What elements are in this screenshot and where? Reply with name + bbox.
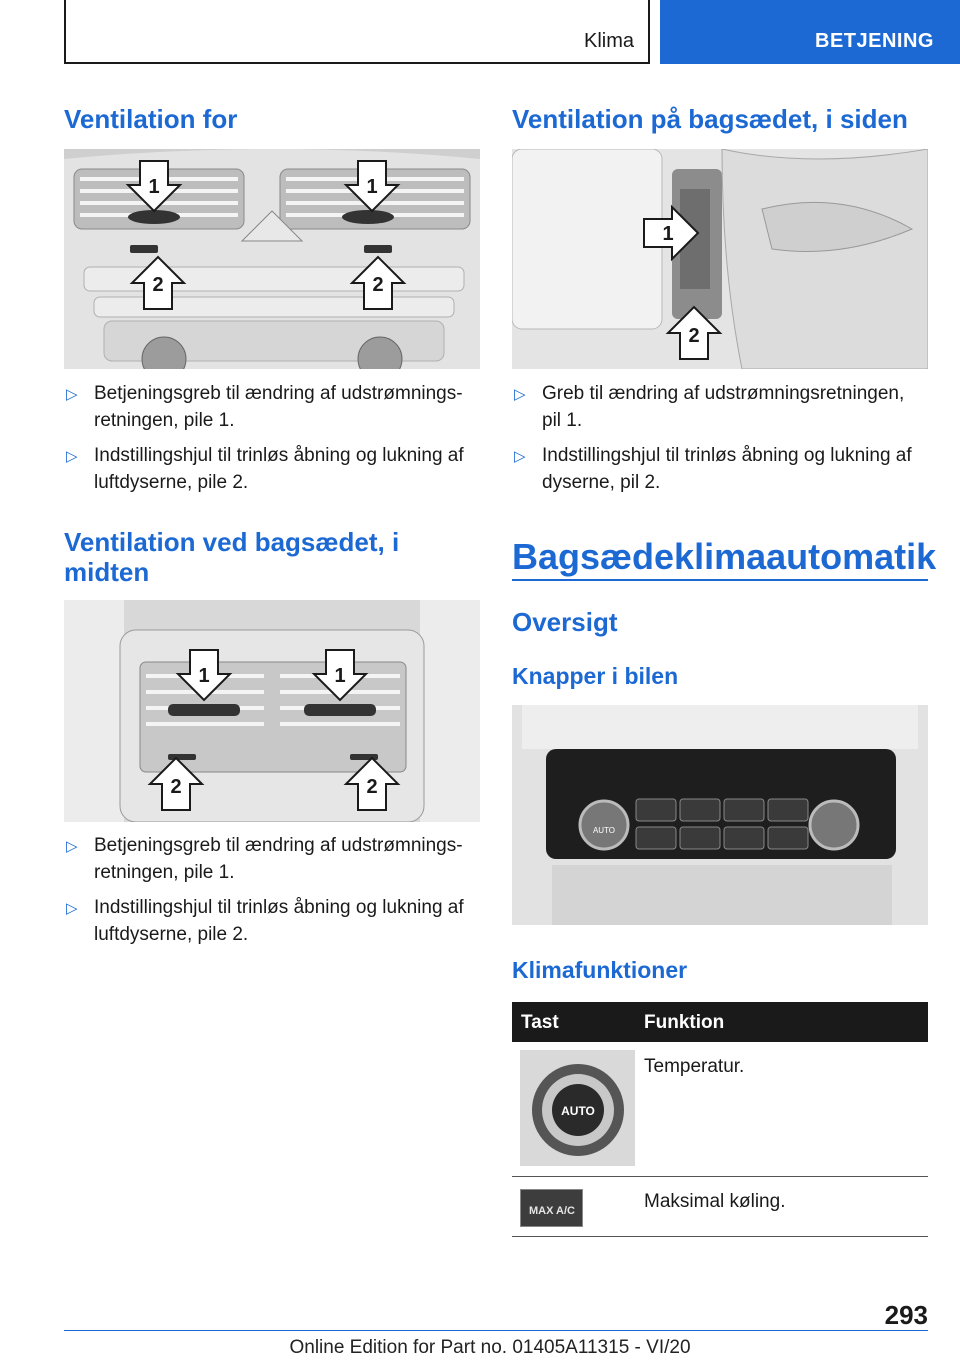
svg-text:1: 1 xyxy=(366,176,378,198)
max-ac-button-icon xyxy=(520,1189,583,1227)
list-item: ▷ Indstillingshjul til trinløs åbning og lukning af dyserne, pil 2. xyxy=(514,445,912,493)
climate-functions-table xyxy=(512,1002,928,1237)
front-vents-photo xyxy=(64,149,480,369)
svg-text:2: 2 xyxy=(152,274,164,296)
bullet-icon: ▷ xyxy=(66,900,78,917)
table-row xyxy=(512,1177,928,1237)
column-header-function: Funktion xyxy=(644,1012,725,1033)
rear-middle-ventilation-heading: Ventilation ved bagsædet, i midten xyxy=(64,527,400,587)
svg-text:2: 2 xyxy=(170,776,182,798)
svg-text:1: 1 xyxy=(662,223,674,245)
list-item: ▷ Indstillingshjul til trinløs åbning og lukning af luftdyserne, pile 2. xyxy=(66,897,464,945)
header-chapter-tab xyxy=(660,0,960,64)
svg-text:AUTO: AUTO xyxy=(561,1104,595,1118)
overview-heading: Oversigt xyxy=(512,607,618,637)
bullet-icon: ▷ xyxy=(514,386,526,403)
front-ventilation-list xyxy=(64,380,480,504)
list-item: ▷ Betjeningsgreb til ændring af udstrømnings‐retningen, pile 1. xyxy=(66,835,463,883)
svg-text:MAX A/C: MAX A/C xyxy=(528,1205,576,1217)
list-item: ▷ Indstillingshjul til trinløs åbning og lukning af luftdyserne, pile 2. xyxy=(66,445,464,493)
bullet-icon: ▷ xyxy=(514,448,526,465)
page-number: 293 xyxy=(884,1300,928,1330)
rear-climate-heading: Bagsædeklimaautomatik xyxy=(512,536,937,577)
svg-text:2: 2 xyxy=(688,325,700,347)
bullet-icon: ▷ xyxy=(66,838,78,855)
header-chapter-label: BETJENING xyxy=(815,30,934,52)
bullet-icon: ▷ xyxy=(66,448,78,465)
list-item: ▷ Betjeningsgreb til ændring af udstrømnings‐retningen, pile 1. xyxy=(66,383,463,431)
function-text: Temperatur. xyxy=(644,1056,745,1077)
footer-divider xyxy=(64,1330,928,1331)
rear-side-ventilation-heading: Ventilation på bagsædet, i siden xyxy=(512,104,908,134)
buttons-heading: Knapper i bilen xyxy=(512,663,679,689)
heading-underline xyxy=(512,579,928,581)
climate-functions-heading: Klimafunktioner xyxy=(512,957,688,983)
rear-middle-ventilation-list xyxy=(64,832,480,956)
temperature-knob-icon xyxy=(520,1050,635,1166)
header-section-title: Klima xyxy=(583,30,634,52)
rear-middle-vents-photo xyxy=(64,600,480,822)
column-header-key: Tast xyxy=(521,1012,559,1033)
bullet-icon: ▷ xyxy=(66,386,78,403)
list-item: ▷ Greb til ændring af udstrømningsretningen, pil 1. xyxy=(514,383,905,431)
table-header xyxy=(512,1002,928,1042)
svg-text:2: 2 xyxy=(366,776,378,798)
function-text: Maksimal køling. xyxy=(644,1191,786,1212)
rear-side-ventilation-list xyxy=(512,380,928,504)
header-frame xyxy=(64,0,650,64)
svg-text:1: 1 xyxy=(198,665,210,687)
table-row xyxy=(512,1042,928,1177)
rear-climate-panel-photo xyxy=(512,705,928,925)
front-ventilation-heading: Ventilation for xyxy=(64,104,238,134)
footer-edition: Online Edition for Part no. 01405A11315 - VI/20 xyxy=(289,1337,691,1358)
svg-text:1: 1 xyxy=(148,176,160,198)
svg-text:2: 2 xyxy=(372,274,384,296)
svg-text:1: 1 xyxy=(334,665,346,687)
svg-text:AUTO: AUTO xyxy=(592,826,616,835)
rear-side-vents-photo xyxy=(512,149,928,369)
